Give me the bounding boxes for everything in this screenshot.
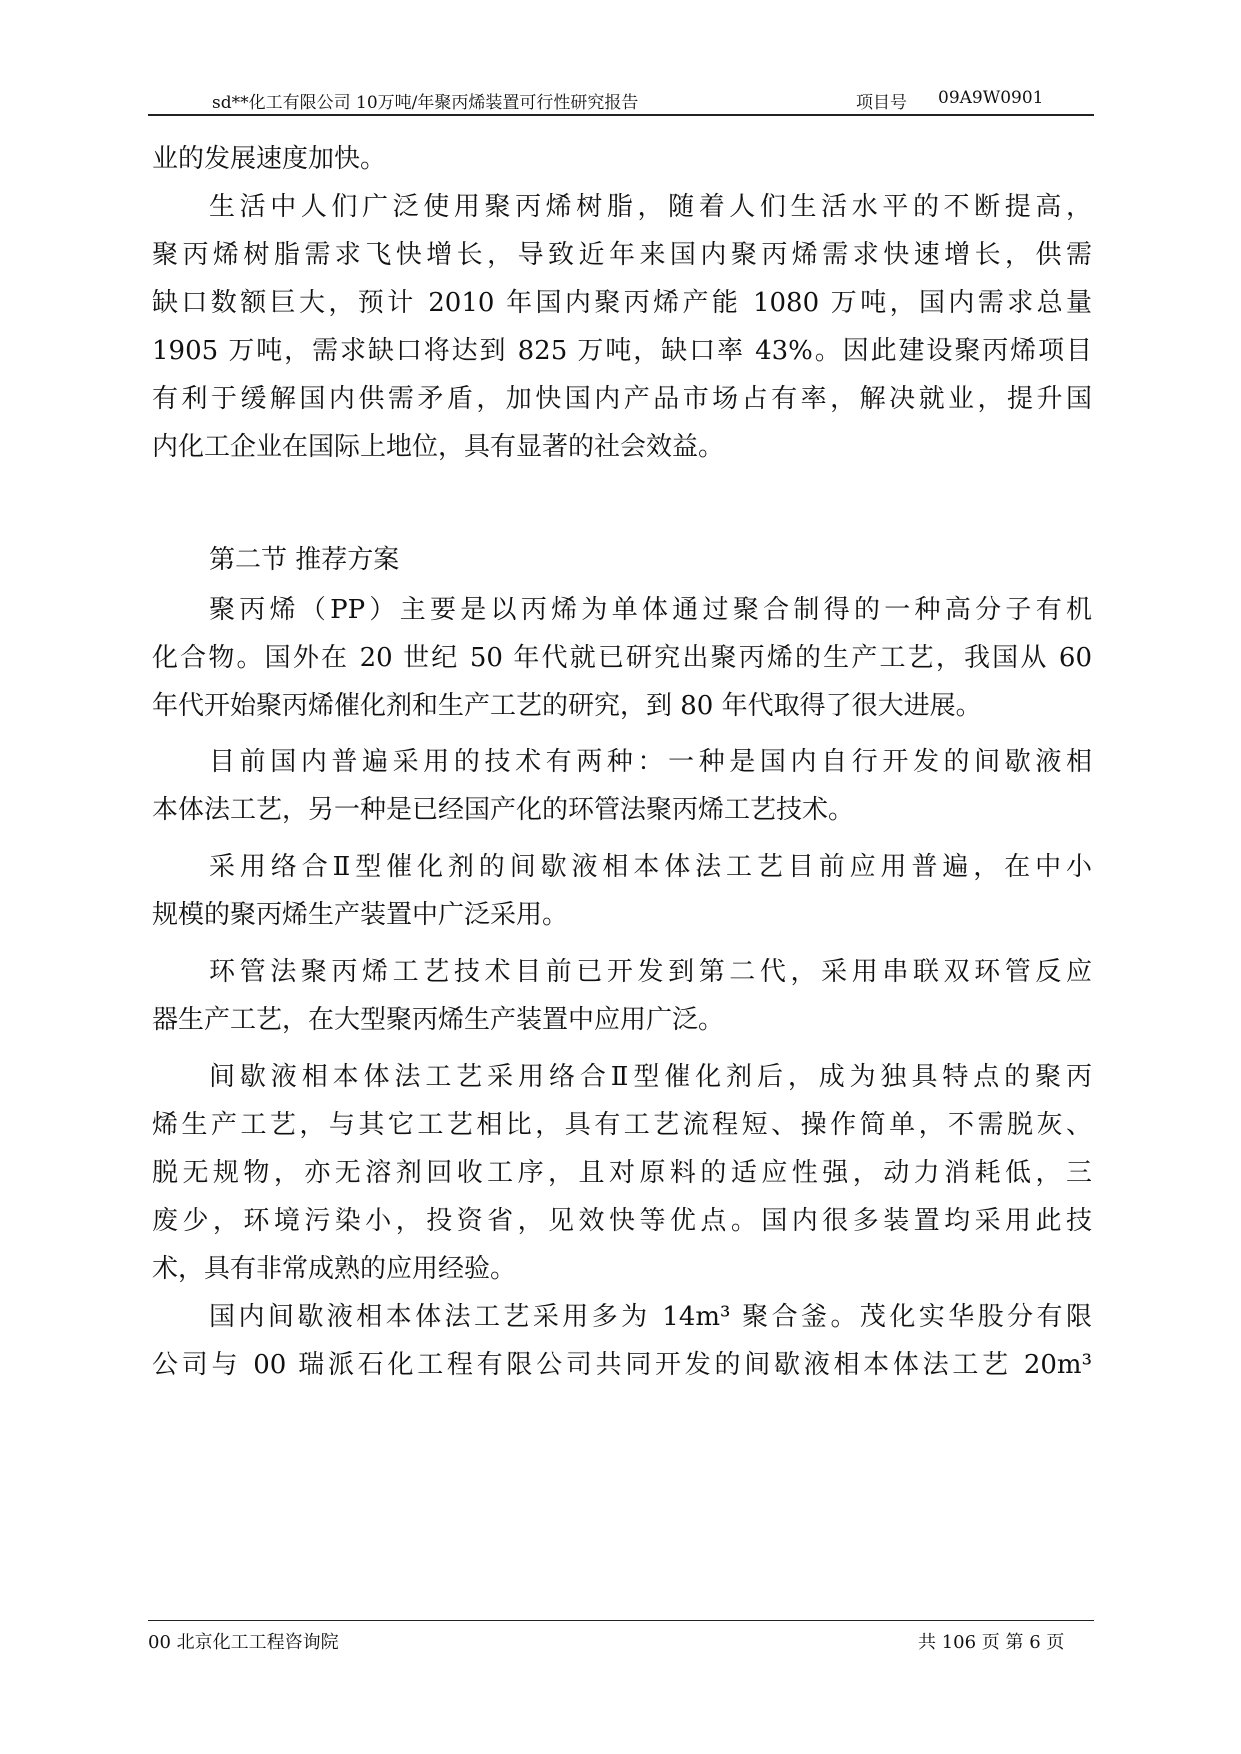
- paragraph-line: 废少，环境污染小，投资省，见效快等优点。国内很多装置均采用此技: [152, 1206, 1092, 1236]
- paragraph-line: 本体法工艺，另一种是已经国产化的环管法聚丙烯工艺技术。: [152, 795, 855, 825]
- project-number-label: 项目号: [856, 93, 907, 113]
- project-number: 09A9W0901: [938, 88, 1044, 108]
- page-header: [148, 84, 1094, 116]
- organization-name: 00 北京化工工程咨询院: [148, 1632, 339, 1653]
- paragraph-line: 间歇液相本体法工艺采用络合Ⅱ型催化剂后，成为独具特点的聚丙: [209, 1062, 1092, 1092]
- paragraph-line: 环管法聚丙烯工艺技术目前已开发到第二代，采用串联双环管反应: [209, 957, 1092, 987]
- paragraph-line: 缺口数额巨大，预计 2010 年国内聚丙烯产能 1080 万吨，国内需求总量: [152, 288, 1092, 318]
- paragraph-line: 脱无规物，亦无溶剂回收工序，且对原料的适应性强，动力消耗低，三: [152, 1158, 1092, 1188]
- paragraph-line: 化合物。国外在 20 世纪 50 年代就已研究出聚丙烯的生产工艺，我国从 60: [152, 643, 1092, 673]
- paragraph-line: 聚丙烯树脂需求飞快增长，导致近年来国内聚丙烯需求快速增长，供需: [152, 240, 1092, 270]
- paragraph-line: 生活中人们广泛使用聚丙烯树脂，随着人们生活水平的不断提高，: [209, 192, 1092, 222]
- paragraph-line: 国内间歇液相本体法工艺采用多为 14m³ 聚合釜。茂化实华股分有限: [209, 1302, 1092, 1332]
- paragraph-line: 聚丙烯（PP）主要是以丙烯为单体通过聚合制得的一种高分子有机: [209, 595, 1092, 625]
- paragraph-line: 目前国内普遍采用的技术有两种：一种是国内自行开发的间歇液相: [209, 747, 1092, 777]
- paragraph-line: 有利于缓解国内供需矛盾，加快国内产品市场占有率，解决就业，提升国: [152, 384, 1092, 414]
- paragraph-line: 公司与 00 瑞派石化工程有限公司共同开发的间歇液相本体法工艺 20m³: [152, 1350, 1092, 1380]
- paragraph-line: 年代开始聚丙烯催化剂和生产工艺的研究，到 80 年代取得了很大进展。: [152, 691, 982, 721]
- body-line: 业的发展速度加快。: [152, 144, 387, 174]
- paragraph-line: 内化工企业在国际上地位，具有显著的社会效益。: [152, 432, 725, 462]
- paragraph-line: 采用络合Ⅱ型催化剂的间歇液相本体法工艺目前应用普遍，在中小: [209, 852, 1092, 882]
- report-title: sd**化工有限公司 10万吨/年聚丙烯装置可行性研究报告: [212, 93, 639, 113]
- page-footer: [148, 1620, 1094, 1655]
- paragraph-line: 烯生产工艺，与其它工艺相比，具有工艺流程短、操作简单，不需脱灰、: [152, 1110, 1092, 1140]
- section-heading: 第二节 推荐方案: [209, 545, 400, 575]
- paragraph-line: 1905 万吨，需求缺口将达到 825 万吨，缺口率 43%。因此建设聚丙烯项目: [152, 336, 1092, 366]
- paragraph-line: 术，具有非常成熟的应用经验。: [152, 1254, 517, 1284]
- paragraph-line: 器生产工艺，在大型聚丙烯生产装置中应用广泛。: [152, 1005, 725, 1035]
- paragraph-line: 规模的聚丙烯生产装置中广泛采用。: [152, 900, 569, 930]
- page-counter: 共 106 页 第 6 页: [918, 1632, 1065, 1653]
